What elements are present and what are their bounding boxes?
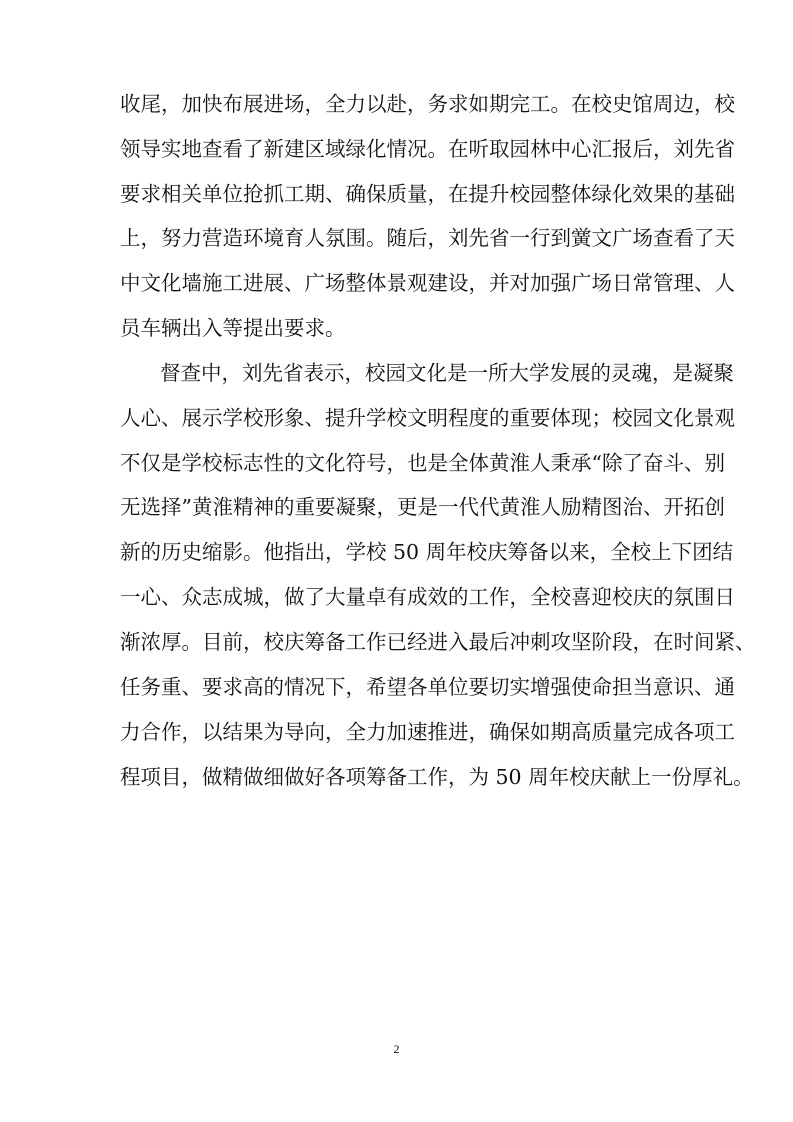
paragraph-2-line: 任务重、要求高的情况下，希望各单位要切实增强使命担当意识、通: [120, 675, 735, 699]
paragraph-1-line: 收尾，加快布展进场，全力以赴，务求如期完工。在校史馆周边，校: [120, 92, 735, 116]
paragraph-1-line: 要求相关单位抢抓工期、确保质量，在提升校园整体绿化效果的基础: [120, 182, 735, 206]
paragraph-2-line: 督查中，刘先省表示，校园文化是一所大学发展的灵魂，是凝聚: [160, 361, 734, 385]
paragraph-1-line: 领导实地查看了新建区域绿化情况。在听取园林中心汇报后，刘先省: [120, 137, 735, 161]
page-number: 2: [393, 1042, 400, 1056]
paragraph-2-line: 不仅是学校标志性的文化符号，也是全体黄淮人秉承“除了奋斗、别: [120, 451, 725, 475]
paragraph-2-line: 新的历史缩影。他指出，学校 50 周年校庆筹备以来，全校上下团结: [120, 540, 734, 564]
paragraph-2-line: 一心、众志成城，做了大量卓有成效的工作，全校喜迎校庆的氛围日: [120, 585, 735, 609]
paragraph-2-line: 渐浓厚。目前，校庆筹备工作已经进入最后冲刺攻坚阶段，在时间紧、: [120, 630, 756, 654]
paragraph-2-line: 程项目，做精做细做好各项筹备工作，为 50 周年校庆献上一份厚礼。: [120, 765, 754, 789]
paragraph-2-line: 人心、展示学校形象、提升学校文明程度的重要体现；校园文化景观: [120, 406, 735, 430]
paragraph-2-line: 无选择”黄淮精神的重要凝聚，更是一代代黄淮人励精图治、开拓创: [120, 495, 725, 519]
paragraph-2-line: 力合作，以结果为导向，全力加速推进，确保如期高质量完成各项工: [120, 720, 735, 744]
paragraph-1-line: 上，努力营造环境育人氛围。随后，刘先省一行到黉文广场查看了天: [120, 226, 735, 250]
paragraph-1-line: 员车辆出入等提出要求。: [120, 316, 346, 340]
paragraph-1-line: 中文化墙施工进展、广场整体景观建设，并对加强广场日常管理、人: [120, 271, 735, 295]
